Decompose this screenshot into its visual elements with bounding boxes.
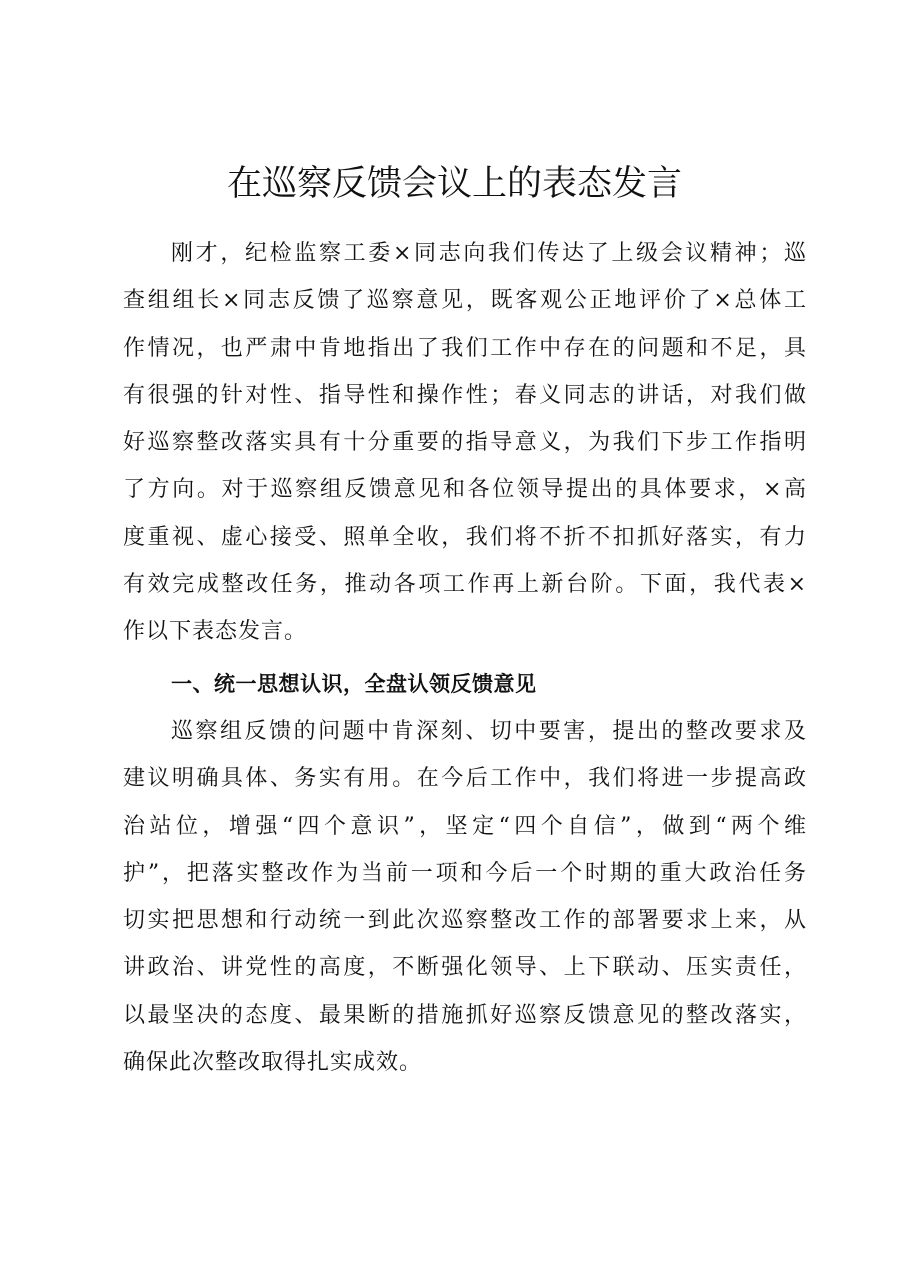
paragraph-line: 查组组长×同志反馈了巡察意见，既客观公正地评价了×总体工 <box>123 288 807 314</box>
document-title: 在巡察反馈会议上的表态发言 <box>226 164 682 204</box>
paragraph-intro <box>123 230 807 656</box>
paragraph-line: 护”，把落实整改作为当前一项和今后一个时期的重大政治任务 <box>123 860 807 886</box>
paragraph-line: 度重视、虚心接受、照单全收，我们将不折不扣抓好落实，有力 <box>123 524 807 550</box>
section-heading: 一、统一思想认识，全盘认领反馈意见 <box>171 672 537 696</box>
section-heading-1-block <box>123 661 807 708</box>
paragraph-line: 刚才，纪检监察工委×同志向我们传达了上级会议精神；巡 <box>171 241 807 266</box>
paragraph-line: 有很强的针对性、指导性和操作性；春义同志的讲话，对我们做 <box>123 382 807 408</box>
paragraph-line: 切实把思想和行动统一到此次巡察整改工作的部署要求上来，从 <box>123 908 807 934</box>
paragraph-line: 治站位，增强“四个意识”，坚定“四个自信”，做到“两个维 <box>123 813 807 839</box>
paragraph-line: 确保此次整改取得扎实成效。 <box>123 1050 423 1076</box>
paragraph-line: 讲政治、讲党性的高度，不断强化领导、上下联动、压实责任， <box>123 955 807 981</box>
paragraph-line: 了方向。对于巡察组反馈意见和各位领导提出的具体要求，×高 <box>123 477 807 503</box>
paragraph-line: 作以下表态发言。 <box>123 619 308 645</box>
paragraph-section1 <box>123 708 807 1086</box>
paragraph-line: 建议明确具体、务实有用。在今后工作中，我们将进一步提高政 <box>123 766 807 792</box>
paragraph-line: 作情况，也严肃中肯地指出了我们工作中存在的问题和不足，具 <box>123 335 807 361</box>
paragraph-line: 以最坚决的态度、最果断的措施抓好巡察反馈意见的整改落实， <box>123 1002 807 1028</box>
paragraph-line: 好巡察整改落实具有十分重要的指导意义，为我们下步工作指明 <box>123 430 807 456</box>
paragraph-line: 巡察组反馈的问题中肯深刻、切中要害，提出的整改要求及 <box>171 719 807 744</box>
paragraph-line: 有效完成整改任务，推动各项工作再上新台阶。下面，我代表× <box>123 572 807 598</box>
